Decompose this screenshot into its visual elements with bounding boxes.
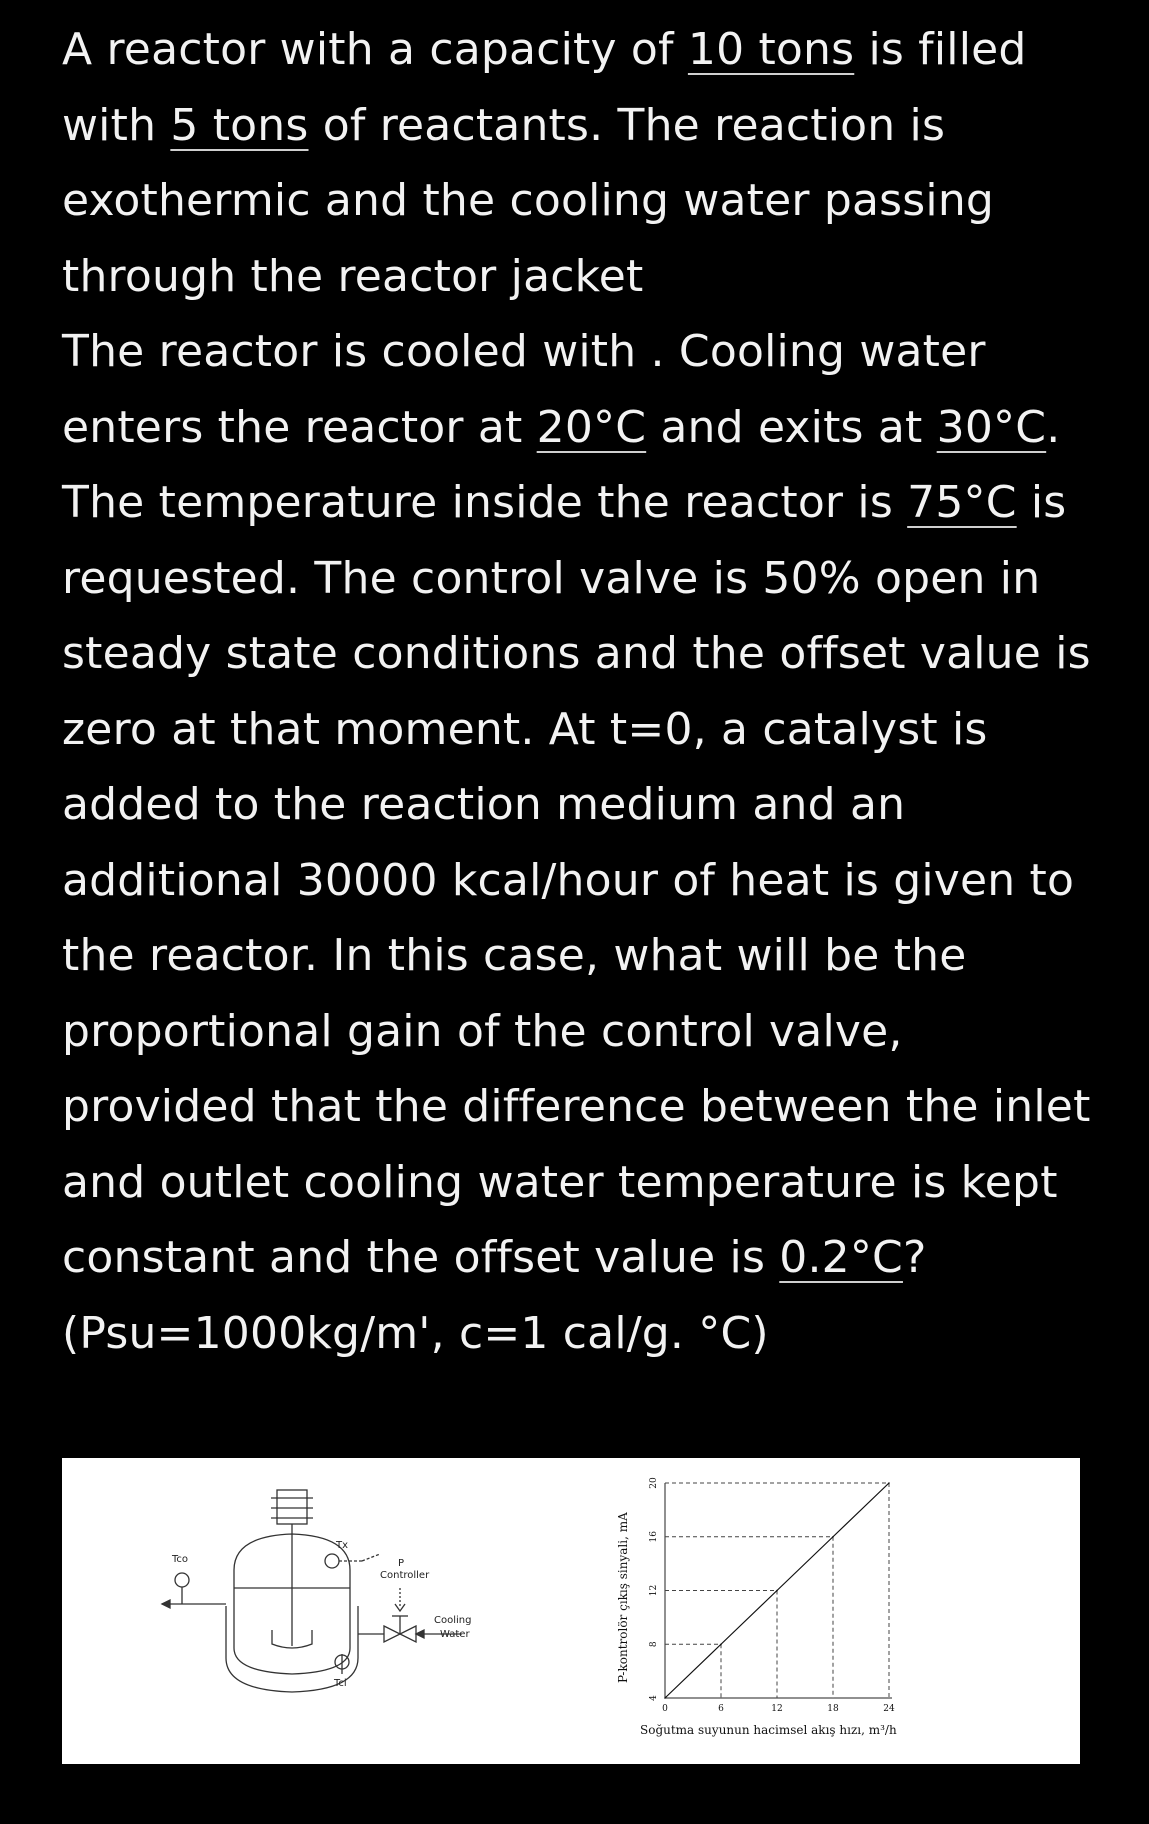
motor-icon	[277, 1490, 307, 1524]
data-point	[720, 1643, 722, 1645]
tx-sensor-icon	[325, 1554, 339, 1568]
problem-text	[62, 12, 1102, 1371]
tco-label: Tco	[172, 1554, 189, 1565]
text-span: The reactor is cooled with . Cooling water enters the reactor at	[62, 326, 986, 453]
control-valve-icon	[384, 1626, 400, 1642]
tci-label: Tci	[334, 1678, 347, 1689]
tx-label: Tx	[336, 1540, 349, 1551]
figure-panel	[62, 1458, 1080, 1764]
cooling-label: Cooling	[434, 1615, 472, 1626]
x-tick-label: 12	[771, 1704, 783, 1714]
text-span: is requested. The control valve is 50% open in steady state conditions and the offset value is zero at that moment. At t=0, a catalyst is added to the reaction medium and an additional 30000 kcal/hour of heat is given to the reactor. In this case, what will be the proportional gain of the control valve, provided that the difference between the inlet and outlet cooling water temperature is kept constant and the offset value is	[62, 477, 1091, 1283]
problem-paragraph-1	[62, 12, 1102, 314]
controller-p-label: P	[398, 1558, 405, 1569]
text-span: and exits at	[646, 401, 937, 453]
y-tick-label: 8	[649, 1641, 659, 1648]
water-label: Water	[440, 1629, 470, 1640]
tco-sensor-icon	[175, 1573, 189, 1587]
data-point	[664, 1697, 666, 1699]
chart-y-label: P-kontrolör çıkış sinyali, mA	[616, 1512, 630, 1683]
problem-paragraph-3: (Psu=1000kg/m', c=1 cal/g. °C)	[62, 1307, 769, 1359]
y-tick-label: 20	[649, 1477, 659, 1489]
underlined-value: 30°C	[936, 401, 1047, 453]
valve-characteristic-chart	[616, 1477, 897, 1737]
x-tick-label: 24	[883, 1704, 895, 1714]
text-span: ?	[902, 1232, 927, 1283]
underlined-value: 20°C	[536, 401, 647, 453]
chart-x-label: Soğutma suyunun hacimsel akış hızı, m³/h	[640, 1723, 897, 1737]
underlined-value: 75°C	[907, 477, 1017, 528]
x-tick-label: 0	[662, 1704, 668, 1714]
x-tick-label: 18	[827, 1704, 839, 1714]
data-point	[888, 1482, 890, 1484]
reactor-diagram	[162, 1490, 462, 1692]
text-span: A reactor with a capacity of	[62, 24, 688, 75]
underlined-value: 5 tons	[170, 99, 309, 151]
text-span: of reactants. The reaction is exothermic and the cooling water passing through the reactor jacket	[62, 99, 995, 302]
y-tick-label: 16	[649, 1531, 659, 1543]
data-point	[832, 1536, 834, 1538]
underlined-value: 10 tons	[687, 24, 855, 75]
text-span: is filled with	[62, 24, 1027, 151]
figure-svg	[62, 1458, 1080, 1764]
problem-paragraph-2	[62, 314, 1102, 1296]
data-point	[776, 1590, 778, 1592]
controller-label: Controller	[380, 1570, 430, 1581]
x-tick-label: 6	[718, 1704, 724, 1714]
text-span: . The temperature inside the reactor is	[62, 401, 1061, 528]
y-tick-label: 12	[649, 1584, 659, 1597]
y-tick-label: 4	[649, 1695, 659, 1701]
underlined-value: 0.2°C	[779, 1232, 903, 1283]
